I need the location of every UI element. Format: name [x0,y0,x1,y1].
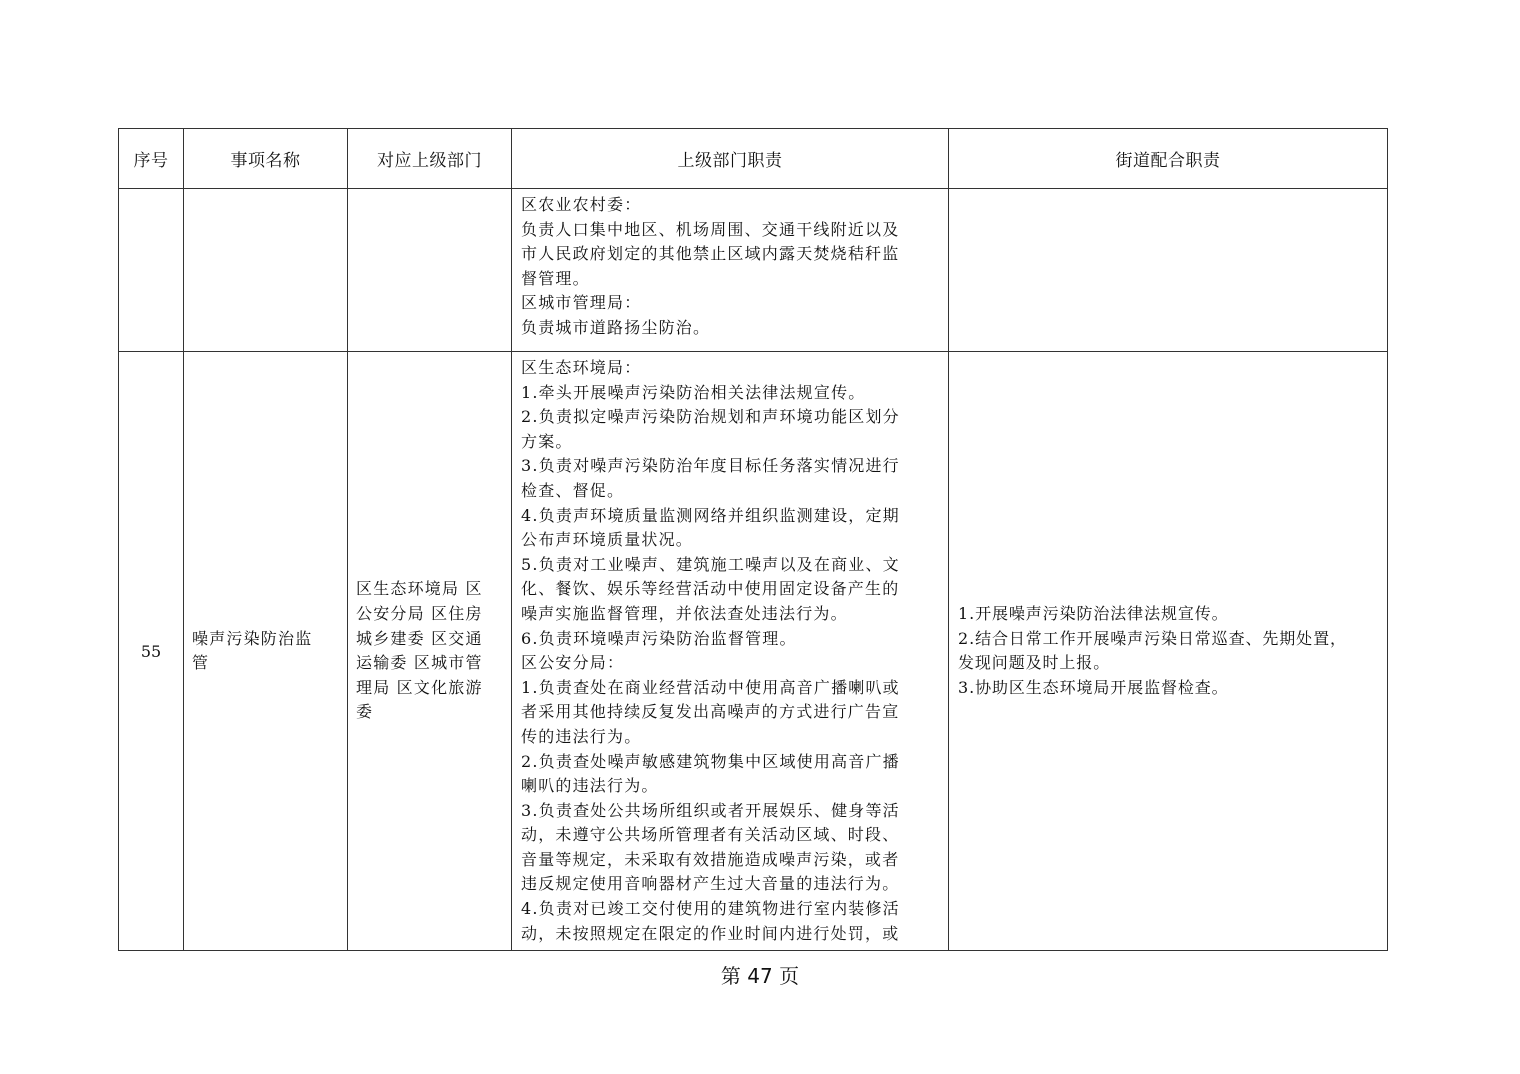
street-line: 2.结合日常工作开展噪声污染日常巡查、先期处置， [958,628,1347,648]
duty-line: 2.负责拟定噪声污染防治规划和声环境功能区划分 [521,407,900,427]
cell-department [348,352,512,951]
responsibility-table [118,128,1388,951]
duty-line: 者采用其他持续反复发出高噪声的方式进行广告宣 [521,702,900,722]
page-number: 第 47 页 [720,964,800,988]
table-header-row [119,129,1388,189]
street-line: 发现问题及时上报。 [958,653,1111,673]
duty-line: 检查、督促。 [521,480,625,500]
dept-line: 区生态环境局 区 [356,579,483,599]
item-line: 噪声污染防治监 [192,628,313,648]
duty-line: 公布声环境质量状况。 [521,530,694,550]
dept-duty-text [512,352,948,950]
cell-seq: 55 [119,352,184,951]
cell-dept-duty [512,189,949,352]
header-street-duty: 街道配合职责 [949,129,1388,189]
street-duty-text [949,598,1387,704]
street-line: 1.开展噪声污染防治法律法规宣传。 [958,603,1229,623]
duty-line: 喇叭的违法行为。 [521,776,659,796]
duty-line: 负责人口集中地区、机场周围、交通干线附近以及 [521,219,900,239]
cell-dept-duty [512,352,949,951]
street-line: 3.协助区生态环境局开展监督检查。 [958,677,1229,697]
duty-line: 2.负责查处噪声敏感建筑物集中区域使用高音广播 [521,751,900,771]
table-row-55 [119,352,1388,951]
header-department: 对应上级部门 [348,129,512,189]
department-text [348,573,511,729]
header-dept-duty: 上级部门职责 [512,129,949,189]
cell-item-name [184,352,348,951]
duty-line: 督管理。 [521,268,590,288]
duty-line: 3.负责查处公共场所组织或者开展娱乐、健身等活 [521,800,900,820]
duty-line: 违反规定使用音响器材产生过大音量的违法行为。 [521,874,900,894]
duty-line: 3.负责对噪声污染防治年度目标任务落实情况进行 [521,456,900,476]
duty-line: 传的违法行为。 [521,726,642,746]
duty-line: 动，未遵守公共场所管理者有关活动区域、时段、 [521,825,900,845]
duty-line: 负责城市道路扬尘防治。 [521,317,711,337]
item-line: 管 [192,653,210,673]
cell-seq [119,189,184,352]
dept-line: 运输委 区城市管 [356,653,483,673]
duty-line: 1.负责查处在商业经营活动中使用高音广播喇叭或 [521,677,900,697]
cell-item-name [184,189,348,352]
duty-line: 4.负责对已竣工交付使用的建筑物进行室内装修活 [521,899,900,919]
duty-line: 方案。 [521,431,573,451]
duty-line: 噪声实施监督管理，并依法查处违法行为。 [521,603,848,623]
duty-line: 1.牵头开展噪声污染防治相关法律法规宣传。 [521,382,866,402]
duty-line: 区城市管理局： [521,293,642,313]
duty-line: 区生态环境局： [521,358,642,377]
duty-line: 4.负责声环境质量监测网络并组织监测建设，定期 [521,505,900,525]
duty-line: 市人民政府划定的其他禁止区域内露天焚烧秸秆监 [521,244,900,264]
dept-duty-text [512,189,948,345]
table-row-continuation [119,189,1388,352]
item-name-text [184,623,347,680]
header-item-name: 事项名称 [184,129,348,189]
dept-line: 公安分局 区住房 [356,603,483,623]
duty-line: 5.负责对工业噪声、建筑施工噪声以及在商业、文 [521,554,900,574]
cell-street-duty [949,189,1388,352]
header-seq: 序号 [119,129,184,189]
dept-line: 城乡建委 区交通 [356,628,483,648]
duty-line: 区农业农村委： [521,195,642,214]
duty-line: 区公安分局： [521,653,625,673]
duty-line: 动，未按照规定在限定的作业时间内进行处罚，或 [521,923,900,943]
duty-line: 化、餐饮、娱乐等经营活动中使用固定设备产生的 [521,579,900,599]
dept-line: 委 [356,702,374,722]
duty-line: 音量等规定，未采取有效措施造成噪声污染，或者 [521,849,900,869]
dept-line: 理局 区文化旅游 [356,677,483,697]
cell-street-duty [949,352,1388,951]
cell-department [348,189,512,352]
duty-line: 6.负责环境噪声污染防治监督管理。 [521,628,797,648]
